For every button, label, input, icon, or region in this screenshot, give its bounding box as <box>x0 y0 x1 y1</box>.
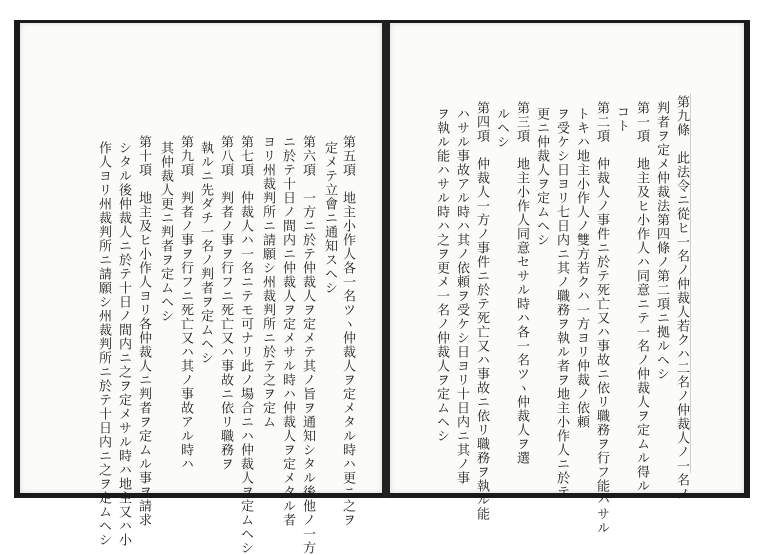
right-page-column: ハサル事故アル時ハ其ノ依頼ヲ受ケシ日ヨリ十日内ニ其ノ事 <box>454 107 469 485</box>
book-gutter <box>382 20 390 498</box>
right-page-column: 第九條 此法令ニ從ヒ一名ノ仲裁人若クハ二名ノ仲裁人ノ一名ノ <box>674 95 689 501</box>
right-page-column: ルヘシ <box>494 107 509 149</box>
right-page-column: 第四項 仲裁人一方ノ事件ニ於テ死亡又ハ事故ニ依リ職務ヲ執ル能 <box>474 101 489 521</box>
left-page-column: 第七項 仲裁人ハ一名ニテモ可ナリ此ノ場合ニハ仲裁人ヲ定ムヘシ <box>238 135 253 555</box>
right-page-column: コト <box>614 105 629 133</box>
left-page-column: 其仲裁人更ニ判者ヲ定ムヘシ <box>158 141 173 323</box>
left-page-column: 第九項 判者ノ事ヲ行フニ死亡又ハ其ノ事故アル時ハ <box>178 135 193 471</box>
left-page-column: 作人ヨリ州裁判所ニ請願シ州裁判所ニ於テ十日内ニ之ヲ定ムヘシ <box>96 141 111 547</box>
left-page-column: ヨリ州裁判所ニ請願シ州裁判所ニ於テ之ヲ定ム <box>260 135 275 429</box>
right-page-column: 更ニ仲裁人ヲ定ムヘシ <box>534 107 549 247</box>
left-page-column: 第六項 一方ニ於テ仲裁人ヲ定メテ其ノ旨ヲ通知シタル後他ノ一方 <box>300 135 315 555</box>
left-page <box>20 23 382 555</box>
right-page <box>390 23 744 535</box>
left-page-column: 第五項 地主小作人各一名ツヽ仲裁人ヲ定メタル時ハ更ニ之ヲ <box>340 135 355 527</box>
right-page-column: ヲ受ケシ日ヨリ七日内ニ其ノ職務ヲ執ル者ヲ地主小作人ニ於テ <box>554 107 569 499</box>
left-page-column: 定メテ立會ニ通知スヘシ <box>322 141 337 295</box>
left-page-column: 第十項 地主及ヒ小作人ヨリ各仲裁人ニ判者ヲ定ムル事ヲ請求 <box>136 135 151 527</box>
right-page-column: 第一項 地主及ヒ小作人ハ同意ニテ一名ノ仲裁人ヲ定ムル得ル <box>634 101 649 493</box>
left-page-column: シタル後仲裁人ニ於テ十日ノ間内ニ之ヲ定メサル時ハ地主又ハ小 <box>116 141 131 547</box>
left-page-column: ニ於テ十日ノ間内ニ仲裁人ヲ定メサル時ハ仲裁人ヲ定メタル者 <box>280 135 295 527</box>
right-page-column: 判者ヲ定メ仲裁法第四條ノ第二項ニ拠ルへシ <box>654 101 669 381</box>
right-page-column: トキハ地主小作人ノ雙方若クハ一方ヨリ仲裁ノ依頼 <box>574 107 589 429</box>
left-page-column: 執ルニ先ダチ一名ノ判者ヲ定ムヘシ <box>198 141 213 365</box>
column-rule <box>690 93 691 473</box>
right-page-column: 第三項 地主小作人同意セサル時ハ各一名ツヽ仲裁人ヲ選 <box>514 101 529 465</box>
book-binding <box>14 20 750 555</box>
right-page-column: ヲ執ル能ハサル時ハ之ヲ更メ一名ノ仲裁人ヲ定ムヘシ <box>434 107 449 443</box>
right-page-column: 第二項 仲裁人ノ事件ニ於テ死亡又ハ事故ニ依リ職務ヲ行フ能ハサル <box>594 101 609 535</box>
left-page-column: 第八項 判者ノ事ヲ行フニ死亡又ハ事故ニ依リ職務ヲ <box>218 135 233 471</box>
